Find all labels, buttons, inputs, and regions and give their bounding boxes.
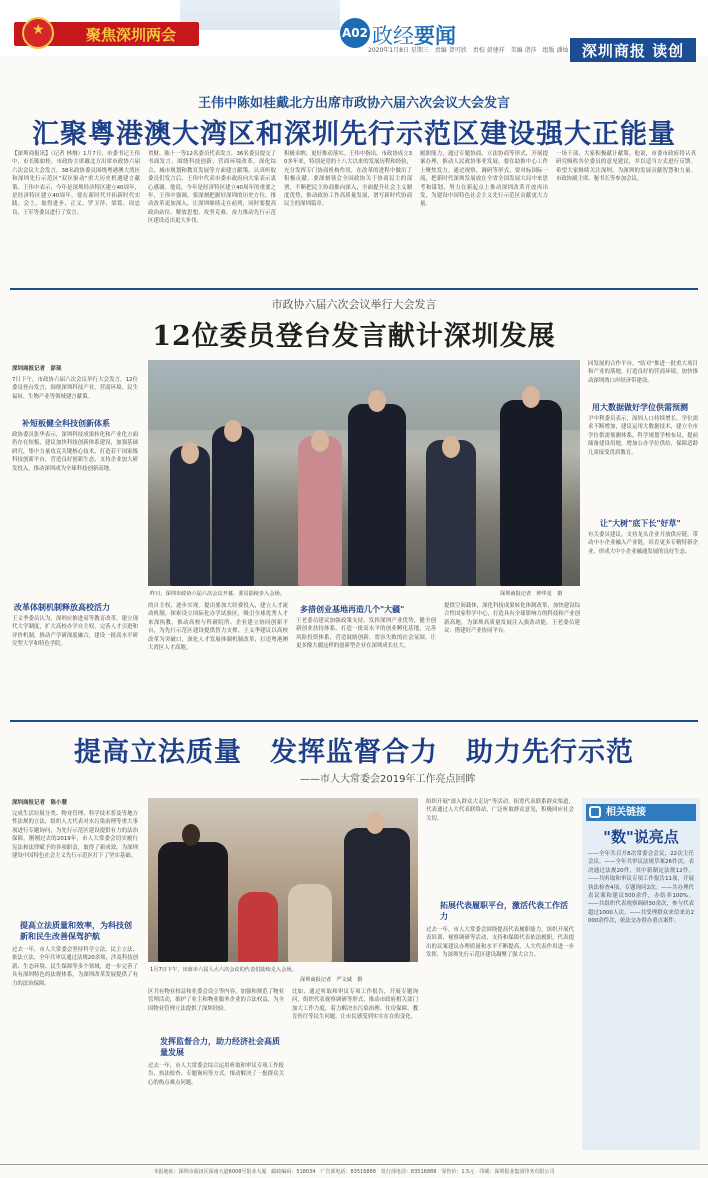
- story3-col3: 比如，通过听取和审议专项工作报告，开展专题询问，组织代表视察调研等形式，推动市政府相关部门加大工作力度，着力解决水污染治理、住房保障、教育医疗等民生问题，让市民感受到实实在在的变化。: [292, 989, 418, 1021]
- person-figure: [500, 400, 562, 586]
- delegates-photo: [148, 360, 580, 586]
- story2-heading-b: 改革体制机制释放高校活力: [14, 603, 110, 612]
- person-figure: [238, 892, 278, 962]
- story3-heading-c: 拓展代表履职平台，激活代表工作活力: [440, 901, 568, 921]
- link-icon: [589, 806, 601, 818]
- photo2-caption: 1月7日下午，出席市六届人大六次会议的代表们陆续走入会场。: [150, 967, 297, 973]
- story2-heading-d: 用大数据做好学位供需预测: [592, 403, 688, 412]
- story3-col1-b: 过去一年，市人大常委会坚持科学立法、民主立法、依法立法，全年共审议通过法规20余项，涉及科技创新、生态环境、民生保障等多个领域，进一步完善了具有深圳特色的法规体系，为深圳改革发展提供了有力的法治保障。: [12, 947, 138, 987]
- person-figure: [158, 842, 228, 962]
- related-links-subtitle: "数"说亮点: [603, 828, 679, 846]
- story3-col4: 组织开展"深入群众大走访"等活动，拓宽代表联系群众渠道，代表通过人大代表联络站，广泛听取群众意见，积极回应社会关切。: [426, 799, 574, 822]
- story1-subtitle: 王伟中陈如桂戴北方出席市政协六届六次会议大会发言: [197, 96, 510, 111]
- person-figure: [426, 440, 476, 586]
- star-icon: ★: [32, 22, 45, 38]
- photo1-credit: 深圳商报记者 钟华星 摄: [500, 591, 563, 597]
- story1-headline: 汇聚粤港澳大湾区和深圳先行示范区建设强大正能量: [32, 119, 676, 150]
- photo1-caption: 昨日，深圳市政协六届六次会议开幕，委员陆续步入会场。: [150, 591, 285, 597]
- page-number-badge: A02: [340, 18, 370, 48]
- story2-heading-e: 让"大树"底下长"好草": [600, 519, 681, 528]
- story2-byline: 深圳商报记者 彭琰: [12, 366, 62, 372]
- story3-col2-b: 过去一年，市人大常委会综合运用听取和审议专项工作报告、执法检查、专题询问等方式，推动解决了一批群众关心的热点难点问题。: [148, 1063, 284, 1086]
- story1-col5: 一场干部，大家积极献计献策。他说，市委市政府将认真研究吸收各位委员的意见建议，并以适当方式进行反馈。希望大家继续关注深圳，为深圳的发展贡献智慧和力量。市政协副主席、秘书长等参加会议。: [556, 151, 696, 183]
- story3-col1: 完成生活垃圾分类、物业管理、科学技术普及等地方性法规的立法，组织人大代表对水污染治理等重大事项进行专题询问，为先行示范区建设提供有力的法治保障。刚刚过去的2019年，市人大常委会切实履行宪法和法律赋予的各项职责，取得了新成效，为深圳建设中国特色社会主义先行示范区打下了坚实基础。: [12, 811, 138, 860]
- related-links-text: ——全年共召开8次常委会会议，22次主任会议。——全年共审议法规草案26件次，表决通过法规20件，其中新制定法规12件。——共听取和审议专项工作报告11项，开展执法检查4项，专题询问2次。——共办理代表议案和建议500余件，办结率100%。——共组织代表视察调研30余次，参与代表超过1000人次。——共受理群众来信来访2000余件次，依法交办督办重点案件。: [588, 851, 694, 925]
- story3-byline: 深圳商报记者 陈小慧: [12, 800, 68, 806]
- section-title-a: 政经: [372, 24, 414, 48]
- person-figure: [298, 436, 342, 586]
- divider: [10, 288, 698, 290]
- story1-col1: 【深圳商报讯】（记者 林炯）1月7日，市委书记王伟中，市长陈如桂，市政协主席戴北方出席市政协六届六次会议大会发言，38名政协委员围绕粤港澳大湾区和深圳先行示范区"双区驱动"重大历史机遇建言献策。王伟中表示，今年是深圳经济特区建立40周年，是经济特区建立40周年，要在新时代开拓新时代实践。会上，取得进步，正义、罗卫萍、梁铭、周忠良、王军等委员进行了发言。: [12, 151, 140, 216]
- story3-heading-a: 提高立法质量和效率，为科技创新和民生改善保驾护航: [20, 921, 132, 941]
- story2-col5-c: 有关委员建议，支持龙头企业开放供应链，带动中小企业融入产业链，培育更多专精特新企业，形成大中小企业融通发展的良好生态。: [588, 532, 698, 555]
- story2-col2: 的自主权，逐步实现。提出要加大经费投入，建立人才流动机制，探索设立国际化办学试验区，吸引全球优秀人才来深执教，推动高校与科研院所、企业建立协同创新平台，为先行示范区建设提供智力支撑。王义季建议以高校改革为突破口，深化人才发展体制机制改革，打造粤港澳大湾区人才高地。: [148, 603, 288, 652]
- story2-col1-a: 政协委员张华表示，深圳科技成果转化和产业化方面仍存在短板，建议加快科技创新体系建设，加强基础研究，集中力量攻克关键核心技术，打造若干国家级科技创新平台，营造良好创新生态，支持企业加大研发投入，推动深圳成为全球科技创新高地。: [12, 432, 138, 472]
- divider: [10, 720, 698, 722]
- story2-headline: 12位委员登台发言献计深圳发展: [152, 321, 556, 352]
- person-figure: [170, 446, 210, 586]
- story2-col1-b: 王义季委员认为，深圳应推进高等教育改革，建立现代大学制度，扩大高校办学自主权，完善人才引进和评价机制，推动产学研深度融合，建设一批高水平研究型大学和特色学院。: [12, 616, 138, 648]
- person-head: [442, 436, 460, 458]
- ribbon-title: 聚焦深圳两会: [86, 26, 177, 44]
- story1-col2: 省财、陈十一等12名委员代表发言，36名委员提交了书面发言，围绕科技创新、营商环境改革、深化综合、城市规划和教育发展等方面建言献策。认真听取委员们发言后，王伟中代表市委市政府向大家表示衷心感谢。他说，今年是经济特区建立40周年的重要之年，王伟中强调，要深刻把握好深圳的历史方位，推动改革更加深入，让深圳继续走在前列，同时要提高政治站位、解放思想、攻坚克难，奋力推动先行示范区建设迈出更大步伐。: [148, 151, 276, 225]
- story2-col3: 王老委员建议加强政策支持，发挥深圳产业优势，健全创新创业扶持体系，打造一批高水平的创业孵化基地，完善风险投资体系，营造鼓励创新、宽容失败的社会氛围，让更多像大疆这样的创新型企业在深圳成长壮大。: [296, 618, 436, 650]
- person-head: [182, 824, 200, 846]
- person-head: [224, 420, 242, 442]
- person-figure: [288, 884, 332, 962]
- person-head: [311, 430, 329, 452]
- person-head: [368, 390, 386, 412]
- story2-heading-c: 多措创业基地再造几个"大疆": [300, 605, 405, 614]
- story3-subtitle: ——市人大常委会2019年工作亮点回眸: [300, 774, 476, 785]
- story2-heading-a: 补短板健全科技创新体系: [22, 419, 110, 428]
- story2-intro: 7日下午，市政协六届六次会议举行大会发言，12位委员登台发言，围绕深圳科技产业、营商环境、民生福祉、生物产业等领域建言献策。: [12, 377, 138, 400]
- edition-meta: 2020年1月8日 星期三 责编 贺可欣 责校 黄建祥 美编 诸莎 组版 潘灿: [368, 47, 569, 54]
- story2-col4: 提供空间载体，深化科技成果转化体制改革，加快建设综合性国家科学中心，打造具有全球影响力的科技和产业创新高地，为深圳高质量发展注入强劲动能。王老委员建议：搭建好产业协同平台。: [444, 603, 580, 635]
- city-skyline-banner: [180, 0, 340, 30]
- page-footer: 本报地址：深圳市福田区深南大道6008号报业大厦 邮政编码：518034 广告部电话：83516888 发行部电话：83516888 零售价：1.5元 印刷：深圳报业集团印务有限公司: [0, 1164, 708, 1178]
- person-figure: [212, 426, 254, 586]
- section-title-b: 要闻: [414, 23, 456, 48]
- photo2-credit: 深圳商报记者 严文诚 摄: [300, 977, 363, 983]
- story3-col4-b: 过去一年，市人大常委会围绕提高代表履职能力，组织开展代表培训、视察调研等活动，支持和保障代表依法履职，代表提出的议案建议办理质量和水平不断提高，人大代表作用进一步发挥，为深圳先行示范区建设凝聚了强大合力。: [426, 927, 574, 959]
- related-links-header: [586, 804, 696, 821]
- related-links-label: 相关链接: [606, 807, 646, 818]
- story2-col5-a: 同发展的合作平台，"结对"推进一批重大项目和产业的落地，打造良好的营商环境，加快推动深圳湾口岸经济带建设。: [588, 361, 698, 384]
- newspaper-brand: 深圳商报 读创: [570, 38, 696, 62]
- person-head: [181, 442, 199, 464]
- story1-col3: 积极采纳，更好推动落实。王伟中指出，市政协成立30多年来，特别是党的十八大以来的发展历程和经验，充分发挥专门协商机构作用，在改革的进程中做出了积极贡献。要深刻领会全国政协关于协商民主的部署，不断把民主协商推向深入，全面提升社会主义制度优势，推动政协工作高质量发展，谱写新时代协商民主的深圳篇章。: [284, 151, 412, 208]
- story1-col4: 履职能力，通过专题协商、立法协商等形式，开展提案办理，推动人民政协事业发展，要在助推中心工作上聚焦发力。通过视察、调研等形式，要对标国际一流，把新时代深圳发展放在全省全国发展大局中来思考和谋划，努力在新起点上推动深圳改革开放再出发，为建设中国特色社会主义先行示范区贡献更大力量。: [420, 151, 548, 208]
- person-head: [366, 812, 384, 834]
- person-head: [522, 386, 540, 408]
- story2-col5-b: 尹中利委员表示，深圳人口持续增长，学位需求不断增加，建议运用大数据技术，建立全市学位供需预测体系，科学规划学校布局，提前储备建设用地，增加公办学位供给，保障适龄儿童接受优质教育。: [588, 416, 698, 456]
- story2-subtitle: 市政协六届六次会议举行大会发言: [271, 298, 437, 311]
- story3-heading-b: 发挥监督合力，助力经济社会高质量发展: [160, 1037, 280, 1057]
- story3-col2: 区共有物业权益和业委会设立等内容，加强和规范了物业管理活动，维护了业主和物业服务企业的合法权益，为全国物业管理立法提供了深圳经验。: [148, 989, 284, 1012]
- story3-headline: 提高立法质量 发挥监督合力 助力先行示范: [74, 737, 634, 768]
- emblem-icon: [22, 17, 54, 49]
- person-figure: [348, 404, 406, 586]
- person-figure: [344, 828, 410, 962]
- congress-photo: [148, 798, 418, 962]
